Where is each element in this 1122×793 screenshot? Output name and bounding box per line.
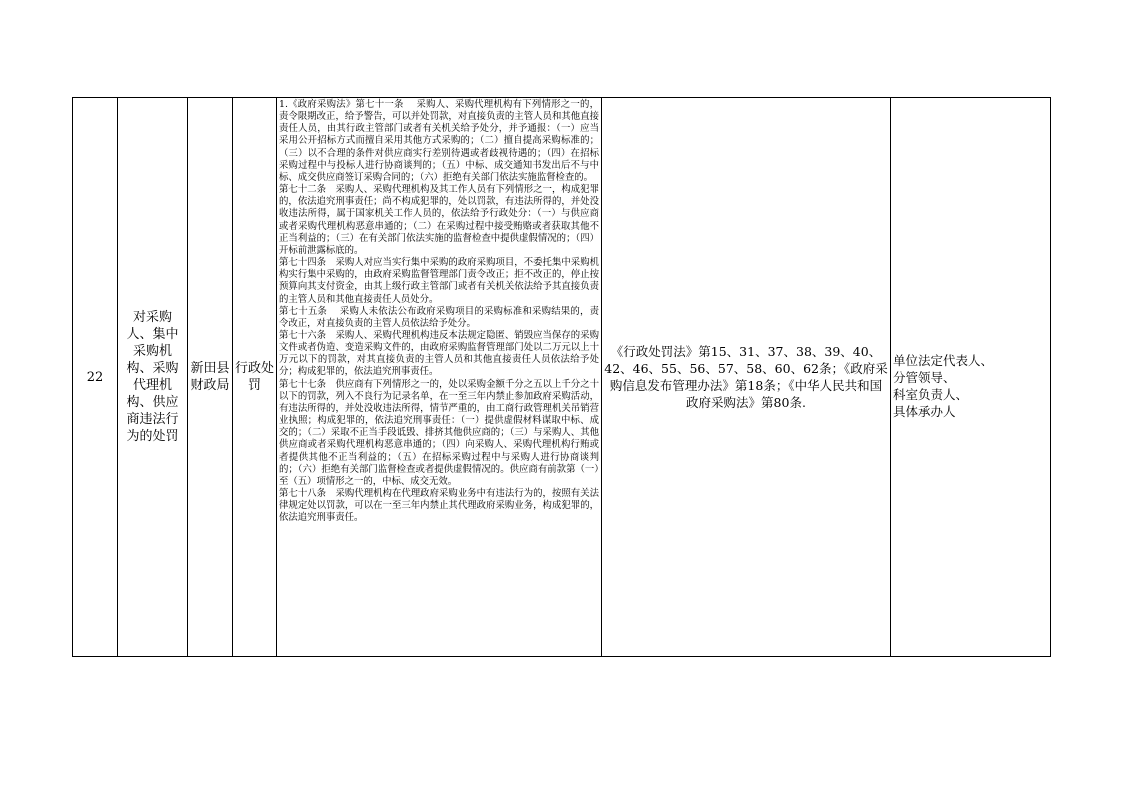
legal-basis-text: 1.《政府采购法》第七十一条 采购人、采购代理机构有下列情形之一的，责令限期改正，给予警告，可以并处罚款，对直接负责的主管人员和其他直接责任人员，由其行政主管部门或者有关机关给予处分，并予通报：（一）应当采用公开招标方式而擅自采用其他方式采购的；（二）擅自提高采购标准的；（三）以不合理的条件对供应商实行差别待遇或者歧视待遇的；（四）在招标采购过程中与投标人进行协商谈判的；（五）中标、成交通知书发出后不与中标、成交供应商签订采购合同的；（六）拒绝有关部门依法实施监督检查的。 第七十二条 采购人、采购代理机构及其工作人员有下列情形之一，构成犯罪的，依法追究刑事责任；尚不构成犯罪的，处以罚款，有违法所得的，并处没收违法所得，属于国家机关工作人员的，依法给予行政处分：（一）与供应商或者采购代理机构恶意串通的；（二）在采购过程中接受贿赂或者获取其他不正当利益的；（三）在有关部门依法实施的监督检查中提供虚假情况的；（四）开标前泄露标底的。 第七十四条 采购人对应当实行集中采购的政府采购项目，不委托集中采购机构实行集中采购的，由政府采购监督管理部门责令改正；拒不改正的，停止按预算向其支付资金，由其上级行政主管部门或者有关机关依法给予其直接负责的主管人员和其他直接责任人员处分。 第七十五条 采购人未依法公布政府采购项目的采购标准和采购结果的，责令改正，对直接负责的主管人员依法给予处分。 第七十六条 采购人、采购代理机构违反本法规定隐匿、销毁应当保存的采购文件或者伪造、变造采购文件的，由政府采购监督管理部门处以二万元以上十万元以下的罚款，对其直接负责的主管人员和其他直接责任人员依法给予处分；构成犯罪的，依法追究刑事责任。 第七十七条 供应商有下列情形之一的，处以采购金额千分之五以上千分之十以下的罚款，列入不良行为记录名单，在一至三年内禁止参加政府采购活动，有违法所得的，并处没收违法所得，情节严重的，由工商行政管理机关吊销营业执照；构成犯罪的，依法追究刑事责任：（一）提供虚假材料谋取中标、成交的；（二）采取不正当手段诋毁、排挤其他供应商的；（三）与采购人、其他供应商或者采购代理机构恶意串通的；（四）向采购人、采购代理机构行贿或者提供其他不正当利益的；（五）在招标采购过程中与采购人进行协商谈判的；（六）拒绝有关部门监督检查或者提供虚假情况的。供应商有前款第（一）至（五）项情形之一的，中标、成交无效。 第七十八条 采购代理机构在代理政府采购业务中有违法行为的，按照有关法律规定处以罚款，可以在一至三年内禁止其代理政府采购业务，构成犯罪的，依法追究刑事责任。	[279, 99, 599, 524]
legal-basis-cell	[277, 98, 602, 657]
row-number: 22	[86, 369, 104, 385]
penalty-table	[72, 97, 1051, 657]
category-cell	[233, 98, 277, 657]
penalty-law-text: 《行政处罚法》第15、31、37、38、39、40、42、46、55、56、57、58、60、62条；《政府采购信息发布管理办法》第18条；《中华人民共和国政府采购法》第80条.	[604, 344, 888, 410]
table-row	[73, 98, 1051, 657]
responsible-cell	[891, 98, 1051, 657]
penalty-law-cell	[602, 98, 891, 657]
power-category: 行政处罚	[234, 361, 274, 393]
responsible-persons: 单位法定代表人、 分管领导、 科室负责人、 具体承办人	[893, 352, 994, 419]
department-cell	[188, 98, 233, 657]
item-name-cell	[118, 98, 188, 657]
item-name: 对采购人、集中采购机构、采购代理机构、供应商违法行为的处罚	[126, 310, 179, 444]
department-name: 新田县财政局	[190, 361, 230, 393]
row-number-cell	[73, 98, 118, 657]
